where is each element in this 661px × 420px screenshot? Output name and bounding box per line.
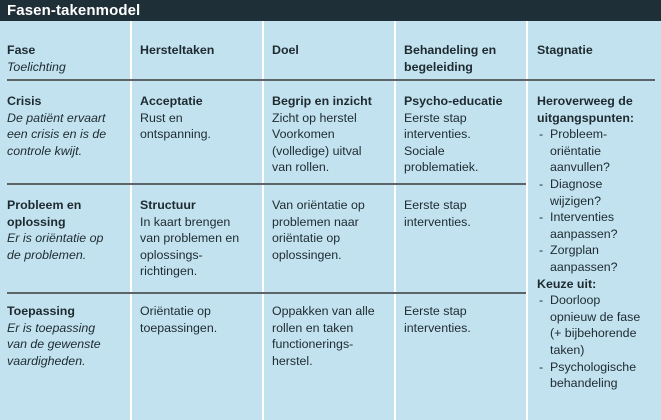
header-stagnatie [537,42,657,59]
behandeling-desc-line: interventies. [404,127,471,142]
doel-desc-line: van rollen. [272,160,330,175]
header-doel [272,42,392,59]
list-item-line: taken) [550,342,585,357]
header-stagnatie-label: Stagnatie [537,43,593,57]
fase-title: Probleem en [7,198,82,212]
taak-desc-line: Rust en [140,110,183,125]
fase-desc-line: de problemen. [7,247,87,262]
fase-desc-line: De patiënt ervaart [7,110,106,125]
behandeling-desc-line: problematiek. [404,160,479,175]
list-item-line: - Diagnose [550,176,603,191]
doel-desc-line: oriëntatie op [272,231,341,246]
behandeling-desc-line: Eerste stap [404,198,467,212]
row-toepassing-taak [140,303,262,336]
list-item-line: - Interventies [550,210,615,225]
header-rule [7,79,655,81]
row-probleem-doel [272,197,394,263]
behandeling-desc-line: Eerste stap [404,304,467,318]
row-probleem-taak [140,197,262,280]
header-behandeling-line1: Behandeling en [404,43,497,57]
behandeling-desc-line: interventies. [404,214,471,229]
list-item [537,292,659,358]
header-fase-sub: Toelichting [7,59,66,74]
doel-desc-line: Voorkomen [272,127,335,142]
fase-desc-line: een crisis en is de [7,127,107,142]
list-item-line: (+ bijbehorende [550,326,637,341]
list-item-line: wijzigen? [550,193,601,208]
stagnatie-heading: uitgangspunten: [537,110,635,125]
list-item-line: - Zorgplan [550,243,599,258]
fase-desc-line: controle kwijt. [7,143,83,158]
stagnatie-panel [537,93,659,392]
taak-desc-line: toepassingen. [140,320,218,335]
list-item-line: oriëntatie [550,143,601,158]
fase-desc-line: Er is oriëntatie op [7,231,104,246]
doel-desc-line: functionerings- [272,337,354,352]
row-crisis-fase [7,93,129,159]
list-item-line: - Probleem- [550,127,608,142]
doel-desc-line: rollen en taken [272,320,354,335]
list-item-line: aanvullen? [550,160,610,175]
list-item-line: aanpassen? [550,259,618,274]
header-fase-label: Fase [7,43,36,57]
row-crisis-behandeling [404,93,526,176]
row-toepassing-doel [272,303,394,369]
list-item-line: aanpassen? [550,226,618,241]
list-item-line: behandeling [550,376,618,391]
row-rule [7,292,526,294]
list-item-line: - Doorloop [550,293,601,308]
keuze-list [537,292,659,392]
list-item [537,359,659,392]
header-behandeling [404,42,524,75]
row-crisis-doel [272,93,394,176]
row-rule [7,183,526,185]
doel-desc-line: Oppakken van alle [272,304,375,318]
doel-desc-line: oplossingen. [272,247,342,262]
header-hersteltaken-label: Hersteltaken [140,43,215,57]
taak-desc-line: richtingen. [140,264,198,279]
taak-title: Acceptatie [140,94,203,108]
fase-desc-line: van de gewenste [7,337,101,352]
header-behandeling-line2: begeleiding [404,59,473,74]
behandeling-desc-line: interventies. [404,320,471,335]
fase-desc-line: vaardigheden. [7,353,86,368]
taak-desc-line: In kaart brengen [140,214,231,229]
fase-title: Toepassing [7,304,75,318]
taak-desc-line: van problemen en [140,231,240,246]
row-toepassing-fase [7,303,129,369]
row-probleem-fase [7,197,129,263]
taak-desc-line: ontspanning. [140,127,211,142]
uitgangspunten-list [537,126,659,275]
taak-desc-line: Oriëntatie op [140,304,211,318]
table-title: Fasen-takenmodel [0,0,661,21]
doel-title: Begrip en inzicht [272,94,372,108]
list-item-line: opnieuw de fase [550,309,641,324]
row-toepassing-behandeling [404,303,526,336]
list-item [537,176,659,209]
row-crisis-taak [140,93,260,143]
stagnatie-heading: Heroverweeg de [537,94,633,108]
behandeling-desc-line: Eerste stap [404,110,467,125]
behandeling-desc-line: Sociale [404,143,445,158]
behandeling-title: Psycho-educatie [404,94,503,108]
list-item [537,209,659,242]
fase-title: oplossing [7,214,66,229]
taak-title: Structuur [140,198,196,212]
list-item [537,126,659,176]
fase-desc-line: Er is toepassing [7,320,96,335]
doel-desc-line: Zicht op herstel [272,110,357,125]
header-fase [7,42,127,75]
taak-desc-line: oplossings- [140,247,203,262]
row-probleem-behandeling [404,197,526,230]
keuze-heading: Keuze uit: [537,276,597,291]
list-item [537,242,659,275]
doel-desc-line: Van oriëntatie op [272,198,365,212]
doel-desc-line: (volledige) uitval [272,143,362,158]
header-doel-label: Doel [272,43,299,57]
doel-desc-line: herstel. [272,353,313,368]
fase-title: Crisis [7,94,42,108]
list-item-line: - Psychologische [550,359,637,374]
doel-desc-line: problemen naar [272,214,359,229]
header-hersteltaken [140,42,260,59]
